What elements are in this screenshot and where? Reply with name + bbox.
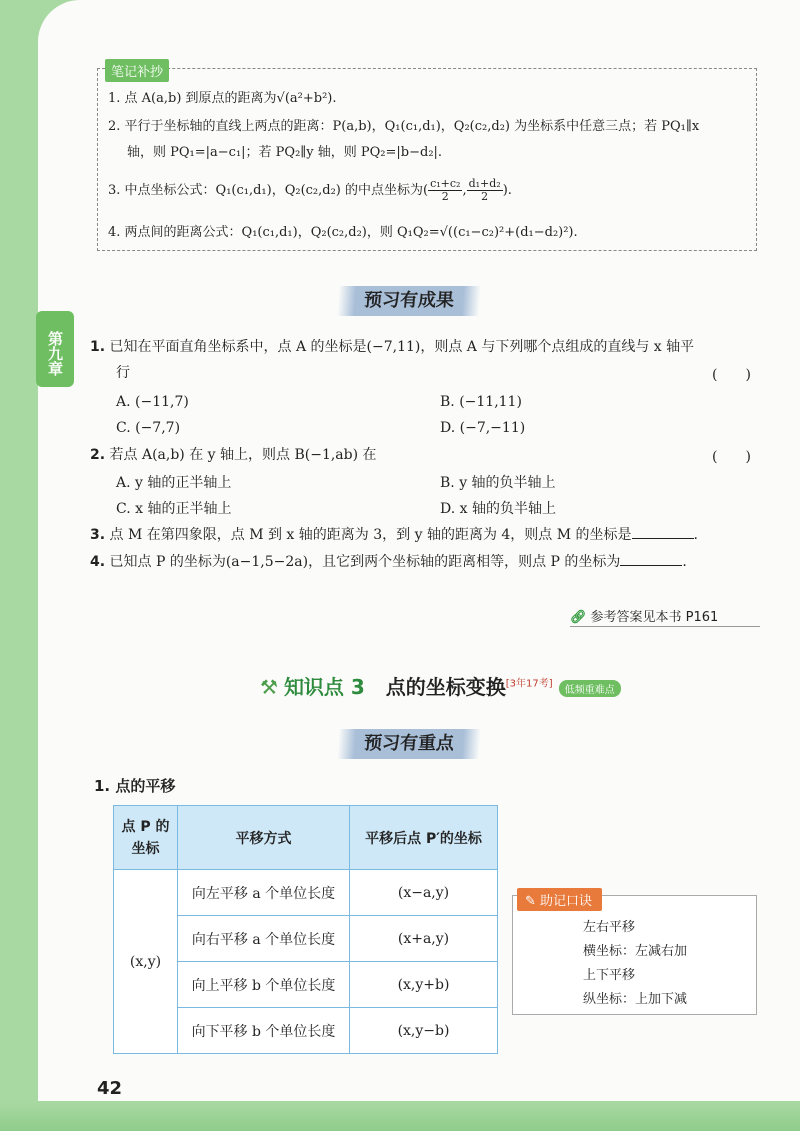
option-c: C. x 轴的正半轴上 [116,501,232,517]
table-cell: 向下平移 b 个单位长度 [178,1008,350,1054]
table-cell: (x+a,y) [350,916,498,962]
table-cell: (x,y+b) [350,962,498,1008]
knowledge-title: ⚒ 知识点 3 点的坐标变换[3年17考]低频重难点 [260,671,621,700]
notes-title: 笔记补抄 [105,59,169,82]
answer-blank[interactable] [620,552,682,566]
option-d: D. x 轴的负半轴上 [440,501,556,517]
answer-blank[interactable] [632,525,694,539]
memo-title: ✎ 助记口诀 [517,888,602,911]
option-b: B. y 轴的负半轴上 [440,475,556,491]
section-heading: 1. 点的平移 [94,777,176,795]
translation-table [113,805,498,1054]
table-cell: (x,y) [114,870,178,1054]
question-1: 1. 已知在平面直角坐标系中，点 A 的坐标是(−7,11)，则点 A 与下列哪个点组成的直线与 x 轴平 [90,339,695,355]
note-item: 2. 平行于坐标轴的直线上两点的距离：P(a,b)，Q₁(c₁,d₁)，Q₂(c₂,d₂) 为坐标系中任意三点；若 PQ₁∥x [108,119,700,134]
answer-reference: 🔗︎ 参考答案见本书 P161 [570,610,719,625]
table-cell: (x,y−b) [350,1008,498,1054]
hammer-icon: ⚒ [260,675,278,699]
table-cell: 向上平移 b 个单位长度 [178,962,350,1008]
table-row [114,870,498,916]
divider [570,626,760,627]
option-c: C. (−7,7) [116,420,181,436]
frequency-badge: 低频重难点 [559,680,621,697]
answer-paren: ( ) [712,449,751,465]
page-number: 42 [97,1078,123,1099]
note-item-midpoint: 3. 中点坐标公式：Q₁(c₁,d₁)，Q₂(c₂,d₂) 的中点坐标为( $\frac{\text{c₁+c₂}}{2}$ , $\frac{\text{d₁+d₂}}{2}$ ). [108,177,512,203]
note-item: 轴，则 PQ₁=|a−c₁|；若 PQ₂∥y 轴，则 PQ₂=|b−d₂|. [127,145,443,160]
pencil-icon: ✎ [525,894,536,909]
chapter-tab: 第九章 [36,311,74,387]
question-2: 2. 若点 A(a,b) 在 y 轴上，则点 B(−1,ab) 在 [90,447,377,463]
option-a: A. y 轴的正半轴上 [116,475,232,491]
table-cell: (x−a,y) [350,870,498,916]
table-cell: 向左平移 a 个单位长度 [178,870,350,916]
option-b: B. (−11,11) [440,394,522,410]
bottom-band [0,1101,800,1131]
memo-line: 上下平移 [583,968,636,983]
memo-line: 横坐标：左减右加 [583,944,688,959]
link-icon: 🔗︎ [570,610,587,625]
table-cell: 向右平移 a 个单位长度 [178,916,350,962]
note-item: 1. 点 A(a,b) 到原点的距离为√(a²+b²). [108,91,337,106]
question-3: 3. 点 M 在第四象限，点 M 到 x 轴的距离为 3，到 y 轴的距离为 4，则点 M 的坐标是 . [90,527,698,543]
option-a: A. (−11,7) [116,394,189,410]
table-header: 点 P 的 坐标 [114,806,178,870]
banner-results: 预习有成果 [337,286,481,316]
question-1-cont: 行 [116,365,130,381]
table-header: 平移方式 [178,806,350,870]
memo-line: 纵坐标：上加下减 [583,992,688,1007]
note-item: 4. 两点间的距离公式：Q₁(c₁,d₁)，Q₂(c₂,d₂)，则 Q₁Q₂=√((c₁−c₂)²+(d₁−d₂)²). [108,225,578,240]
answer-paren: ( ) [712,367,751,383]
banner-key: 预习有重点 [337,729,481,759]
table-header: 平移后点 P′的坐标 [350,806,498,870]
question-4: 4. 已知点 P 的坐标为(a−1,5−2a)，且它到两个坐标轴的距离相等，则点 P 的坐标为 . [90,554,687,570]
memo-line: 左右平移 [583,920,636,935]
option-d: D. (−7,−11) [440,420,526,436]
